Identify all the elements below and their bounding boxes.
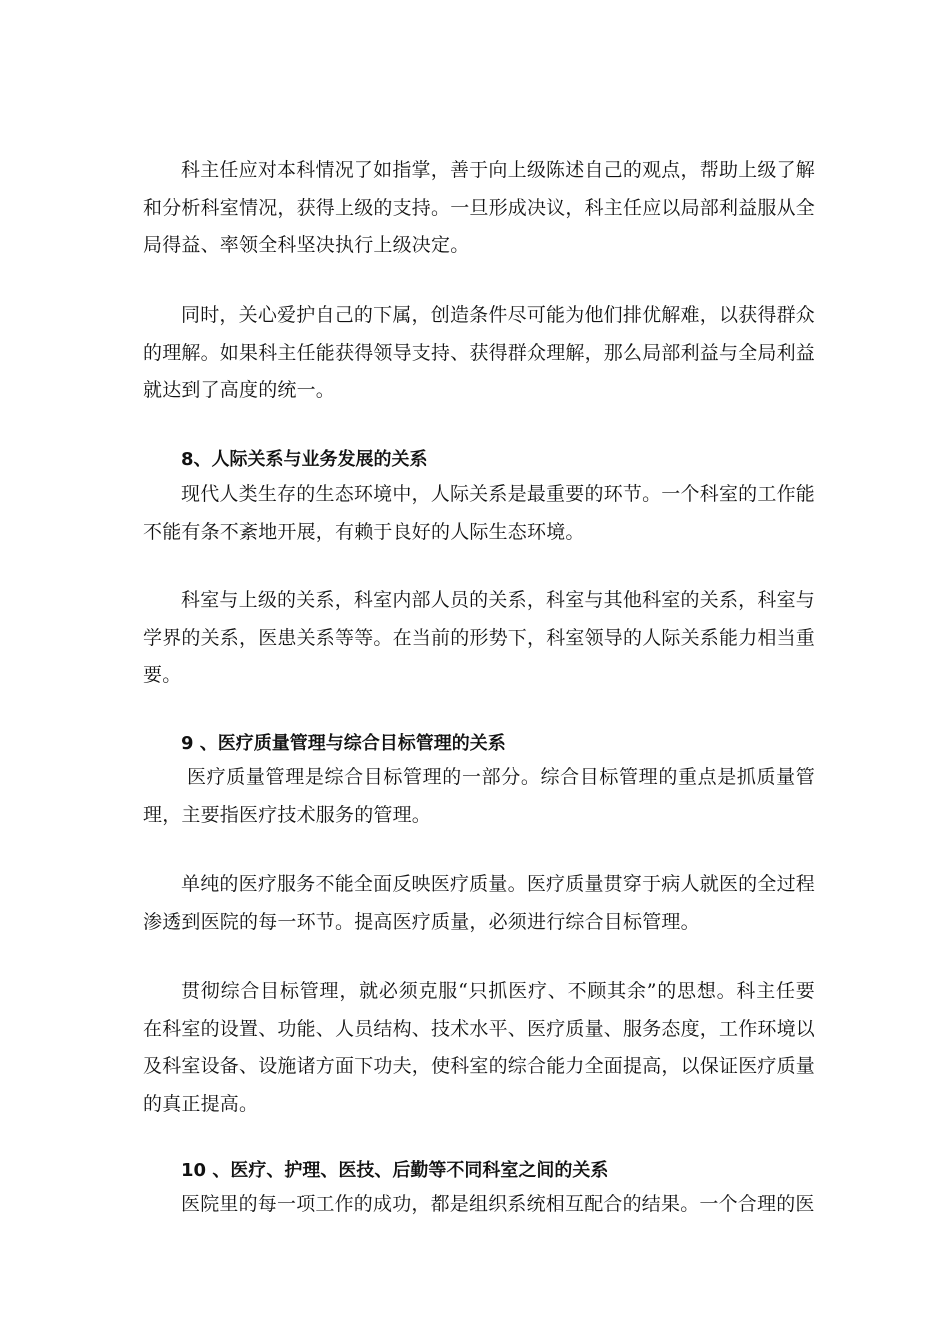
body-paragraph: 贯彻综合目标管理，就必须克服“只抓医疗、不顾其余”的思想。科主任要在科室的设置、功能、人员结构、技术水平、医疗质量、服务态度，工作环境以及科室设备、设施诸方面下功夫，使科室的综合能力全面提高，以保证医疗质量的真正提高。 bbox=[143, 980, 816, 1115]
section-heading-8: 8、人际关系与业务发展的关系 bbox=[181, 449, 428, 470]
body-paragraph: 医院里的每一项工作的成功，都是组织系统相互配合的结果。一个合理的医 bbox=[181, 1193, 815, 1215]
section-heading-9: 9 、医疗质量管理与综合目标管理的关系 bbox=[181, 733, 506, 754]
body-paragraph: 现代人类生存的生态环境中，人际关系是最重要的环节。一个科室的工作能不能有条不紊地开展，有赖于良好的人际生态环境。 bbox=[143, 483, 815, 543]
body-paragraph: 科室与上级的关系，科室内部人员的关系，科室与其他科室的关系，科室与学界的关系，医患关系等等。在当前的形势下，科室领导的人际关系能力相当重要。 bbox=[143, 589, 816, 686]
body-paragraph: 单纯的医疗服务不能全面反映医疗质量。医疗质量贯穿于病人就医的全过程渗透到医院的每一环节。提高医疗质量，必须进行综合目标管理。 bbox=[143, 873, 815, 933]
body-paragraph: 医疗质量管理是综合目标管理的一部分。综合目标管理的重点是抓质量管理，主要指医疗技术服务的管理。 bbox=[143, 766, 815, 826]
body-paragraph: 科主任应对本科情况了如指掌，善于向上级陈述自己的观点，帮助上级了解和分析科室情况，获得上级的支持。一旦形成决议，科主任应以局部利益服从全局得益、率领全科坚决执行上级决定。 bbox=[143, 159, 816, 256]
section-heading-10: 10 、医疗、护理、医技、后勤等不同科室之间的关系 bbox=[181, 1160, 609, 1181]
body-paragraph: 同时，关心爱护自己的下属，创造条件尽可能为他们排优解难，以获得群众的理解。如果科主任能获得领导支持、获得群众理解，那么局部利益与全局利益就达到了高度的统一。 bbox=[143, 304, 816, 401]
